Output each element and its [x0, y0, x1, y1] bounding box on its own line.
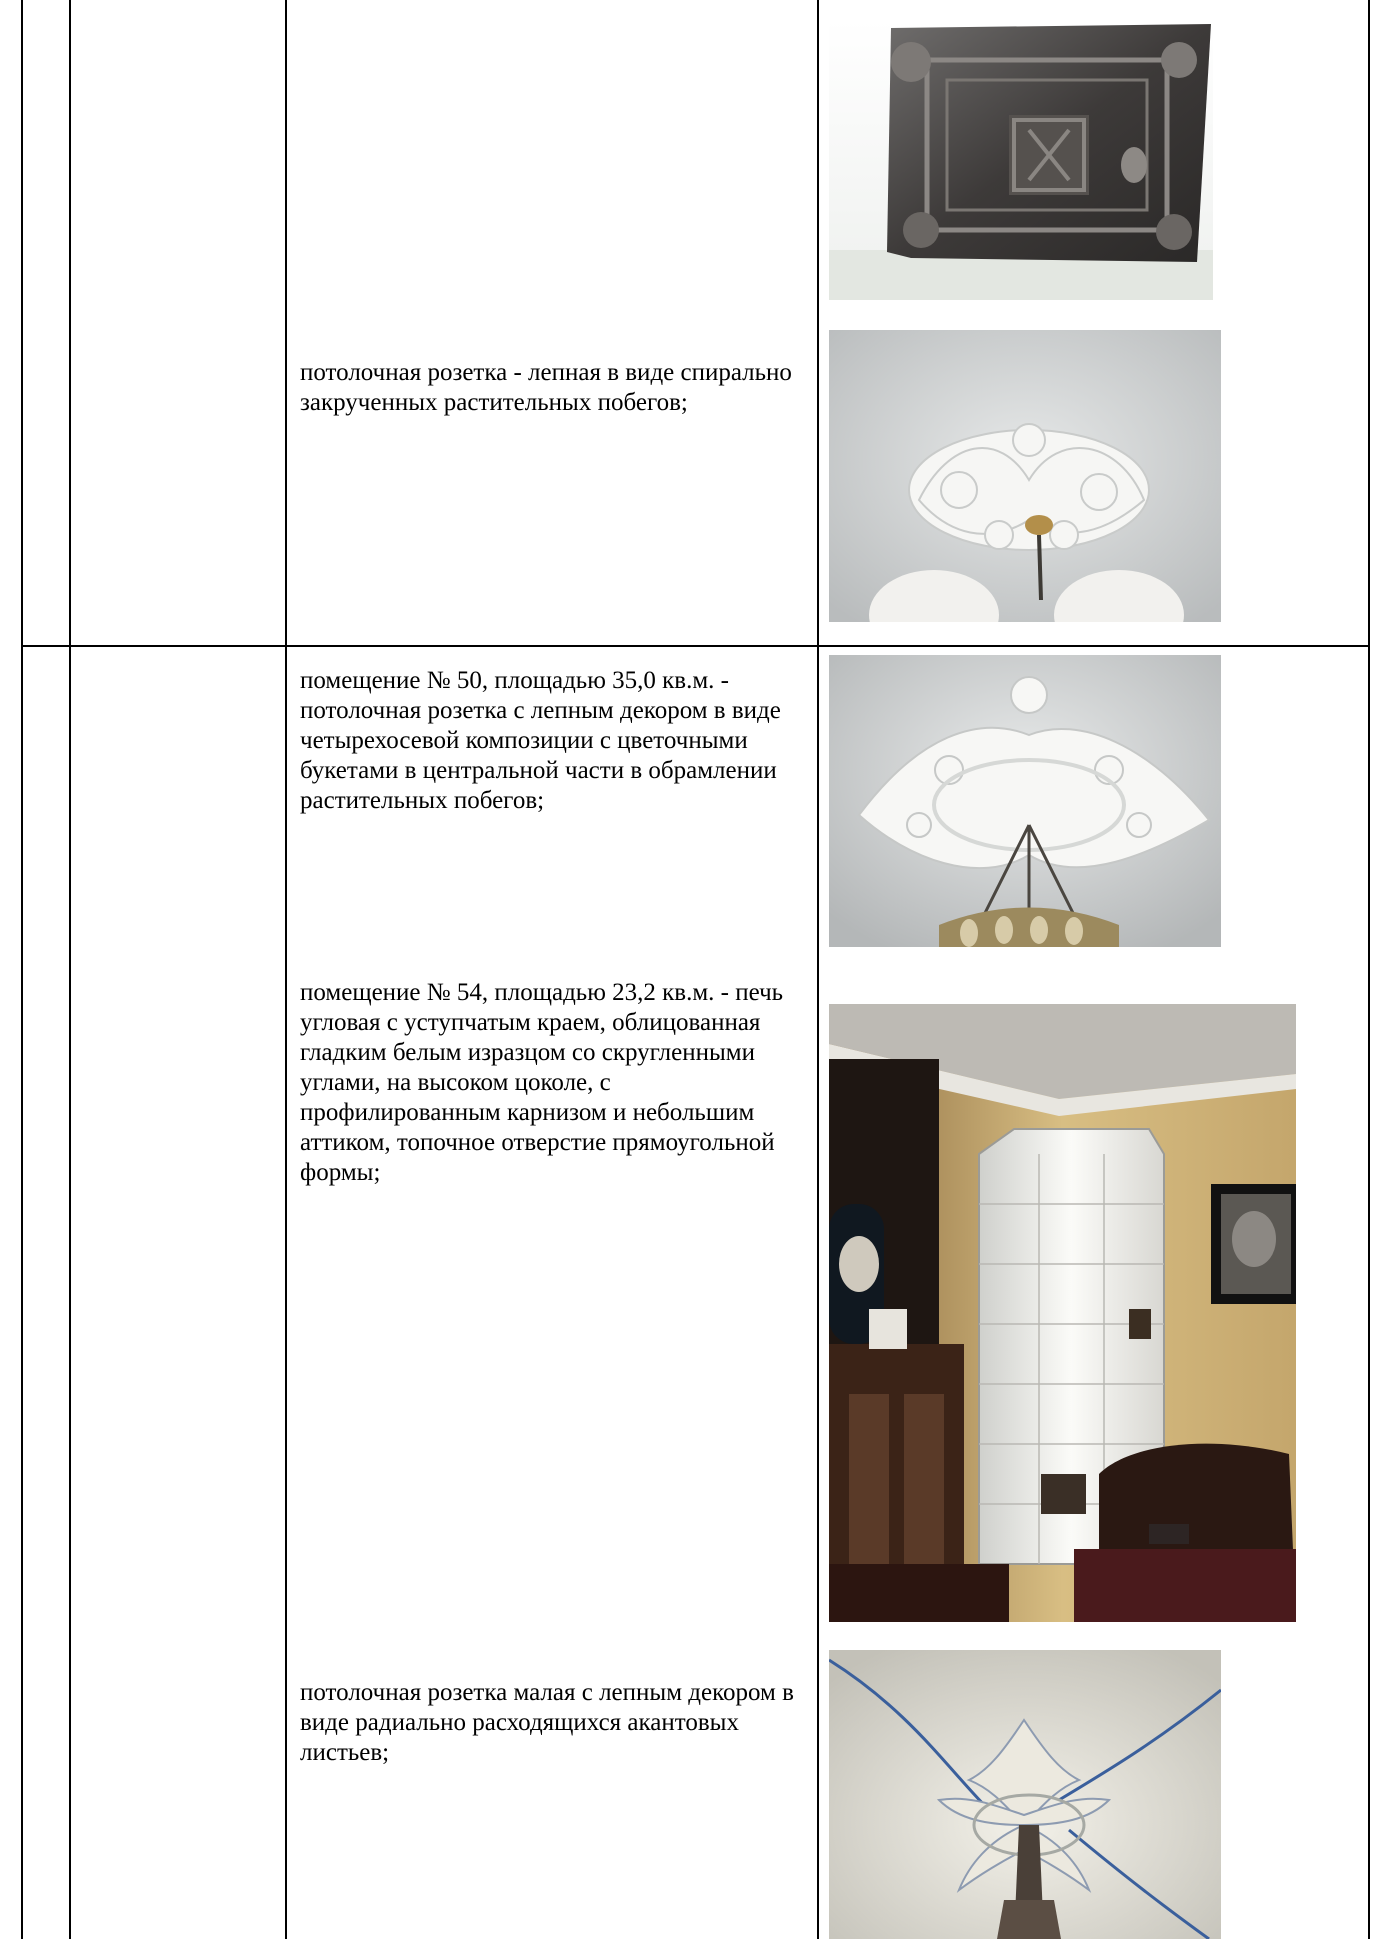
description-text: потолочная розетка - лепная в виде спирально закрученных растительных побегов; — [300, 359, 792, 416]
description-text: помещение № 50, площадью 35,0 кв.м. - потолочная розетка с лепным декором в виде четырехосевой композиции с цветочными букетами в центральной части в обрамлении растительных побегов; — [300, 667, 781, 814]
photo-cast-iron-stove-door — [829, 20, 1213, 300]
photo-ceiling-rosette-spiral — [829, 330, 1221, 622]
table-border-right — [1368, 0, 1370, 1939]
table-row-divider — [21, 645, 1370, 647]
ceiling-rosette-spiral-image — [829, 330, 1221, 622]
description-text: потолочная розетка малая с лепным декором в виде радиально расходящихся акантовых листьев; — [300, 1679, 794, 1766]
ceiling-rosette-four-axis-image — [829, 655, 1221, 947]
description-text: помещение № 54, площадью 23,2 кв.м. - печь угловая с уступчатым краем, облицованная гладким белым изразцом со скругленными углами, на высоком цоколе, с профилированным карнизом и небольшим аттиком, топочное отверстие прямоугольной формы; — [300, 979, 784, 1186]
table-column-divider-1 — [69, 0, 71, 1939]
corner-tiled-stove-image — [829, 1004, 1296, 1622]
table-column-divider-3 — [817, 0, 819, 1939]
table-border-left — [21, 0, 23, 1939]
photo-corner-tiled-stove — [829, 1004, 1296, 1622]
photo-ceiling-rosette-four-axis — [829, 655, 1221, 947]
table-column-divider-2 — [285, 0, 287, 1939]
cast-iron-stove-door-image — [829, 20, 1213, 300]
photo-ceiling-rosette-acanthus — [829, 1650, 1221, 1939]
ceiling-rosette-acanthus-image — [829, 1650, 1221, 1939]
